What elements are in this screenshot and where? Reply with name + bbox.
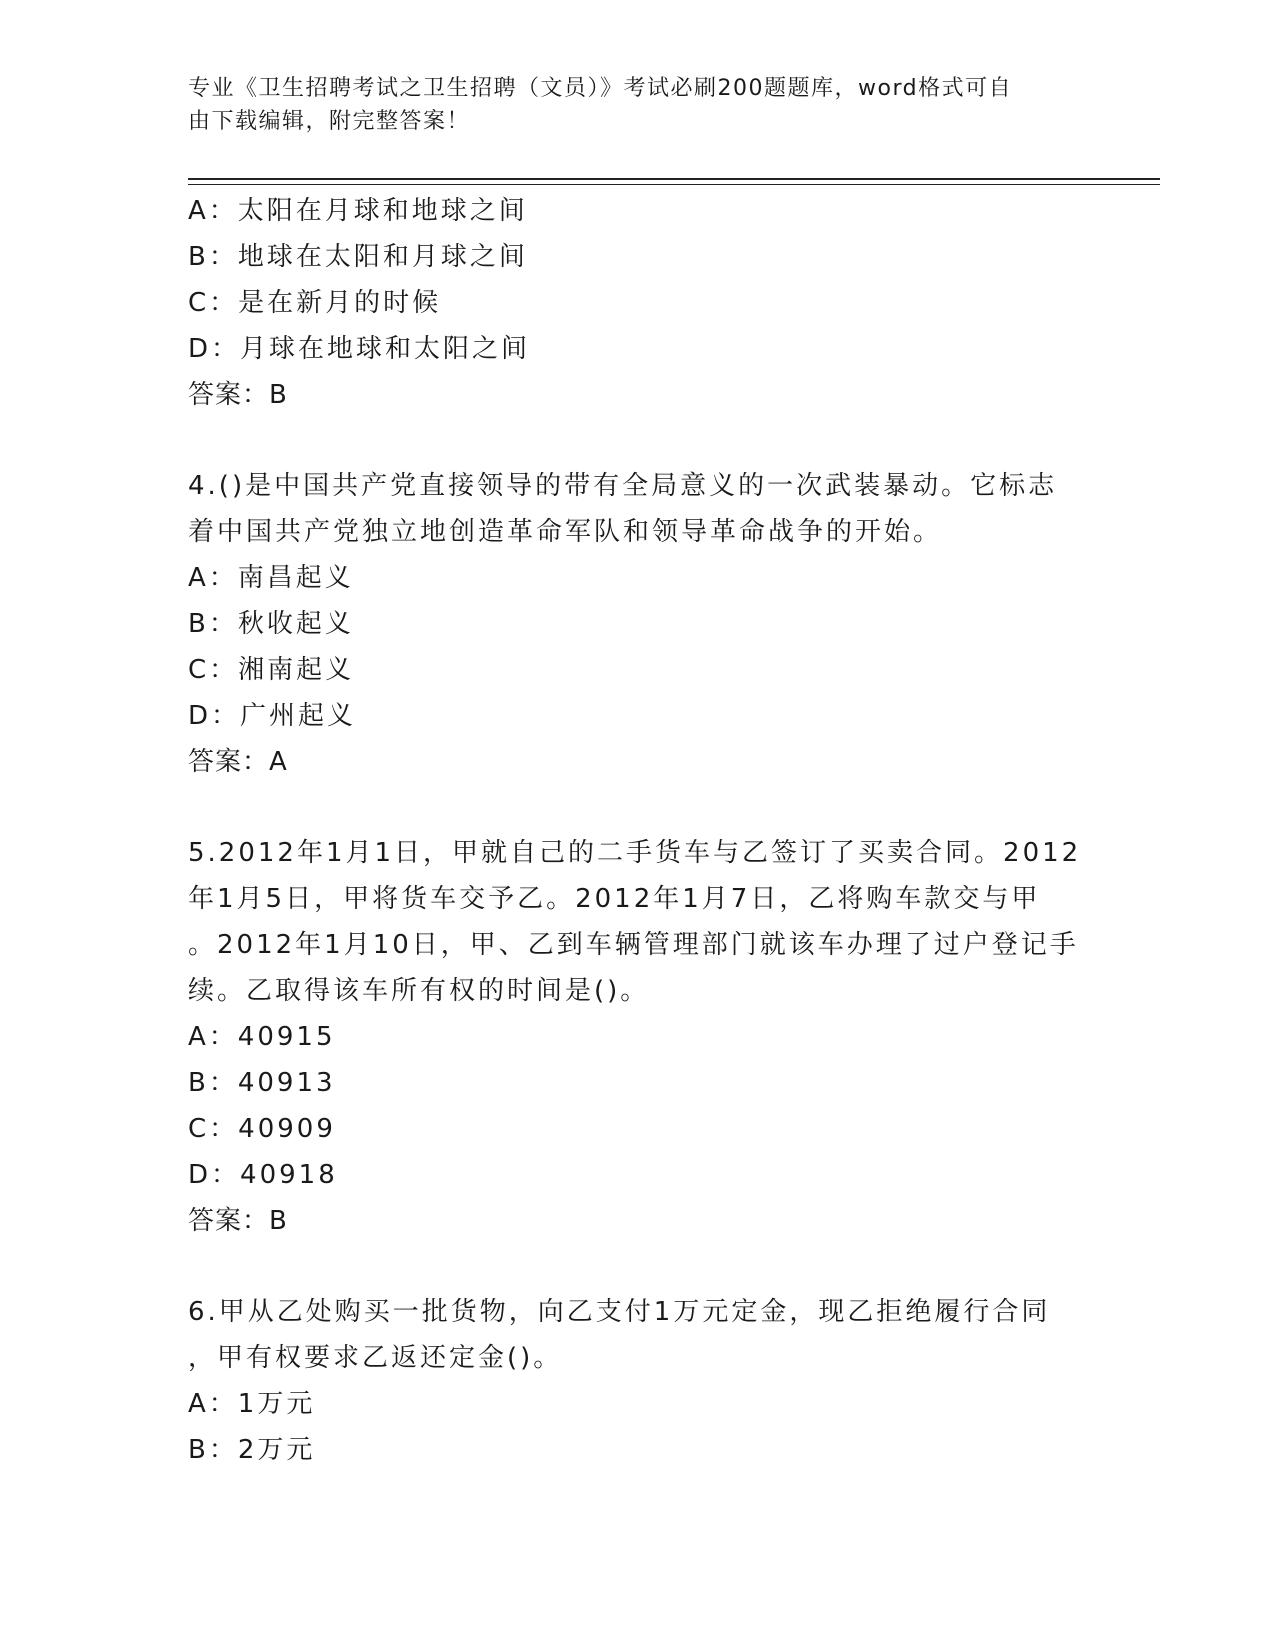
header-divider-thick — [188, 178, 1160, 180]
question-5 — [188, 830, 1088, 1244]
answer: 答案：B — [188, 380, 288, 410]
question-4 — [188, 463, 1088, 785]
option-c: C：40909 — [188, 1114, 336, 1144]
header-divider-thin — [188, 184, 1160, 185]
answer: 答案：B — [188, 1206, 288, 1236]
option-c: C：湘南起义 — [188, 655, 355, 685]
header-line-1: 专业《卫生招聘考试之卫生招聘（文员）》考试必刷200题题库，word格式可自 — [188, 76, 1013, 101]
question-stem-line: 续。乙取得该车所有权的时间是()。 — [188, 976, 650, 1006]
option-c: C：是在新月的时候 — [188, 288, 442, 318]
option-d: D：广州起义 — [188, 701, 357, 731]
spacer — [188, 785, 1088, 830]
option-a: A：1万元 — [188, 1389, 316, 1419]
question-stem-line: 6.甲从乙处购买一批货物，向乙支付1万元定金，现乙拒绝履行合同 — [188, 1297, 1051, 1327]
option-b: B：2万元 — [188, 1435, 316, 1465]
question-stem-line: 5.2012年1月1日，甲就自己的二手货车与乙签订了买卖合同。2012 — [188, 838, 1082, 868]
option-a: A：40915 — [188, 1022, 336, 1052]
answer: 答案：A — [188, 747, 288, 777]
document-header — [188, 72, 1088, 138]
question-stem-line: 着中国共产党独立地创造革命军队和领导革命战争的开始。 — [188, 517, 943, 547]
option-a: A：太阳在月球和地球之间 — [188, 196, 528, 226]
spacer — [188, 418, 1088, 463]
spacer — [188, 1244, 1088, 1289]
option-d: D：月球在地球和太阳之间 — [188, 334, 531, 364]
question-stem-line: 。2012年1月10日，甲、乙到车辆管理部门就该车办理了过户登记手 — [188, 930, 1079, 960]
option-b: B：秋收起义 — [188, 609, 354, 639]
question-3 — [188, 188, 1088, 418]
question-6 — [188, 1289, 1088, 1473]
question-stem-line: 4.()是中国共产党直接领导的带有全局意义的一次武装暴动。它标志 — [188, 471, 1058, 501]
header-line-2: 由下载编辑，附完整答案！ — [188, 109, 471, 134]
question-list — [188, 188, 1088, 1473]
question-stem-line: 年1月5日，甲将货车交予乙。2012年1月7日，乙将购车款交与甲 — [188, 884, 1041, 914]
question-stem-line: ，甲有权要求乙返还定金()。 — [188, 1343, 563, 1373]
option-b: B：40913 — [188, 1068, 336, 1098]
option-a: A：南昌起义 — [188, 563, 354, 593]
option-d: D：40918 — [188, 1160, 338, 1190]
option-b: B：地球在太阳和月球之间 — [188, 242, 528, 272]
